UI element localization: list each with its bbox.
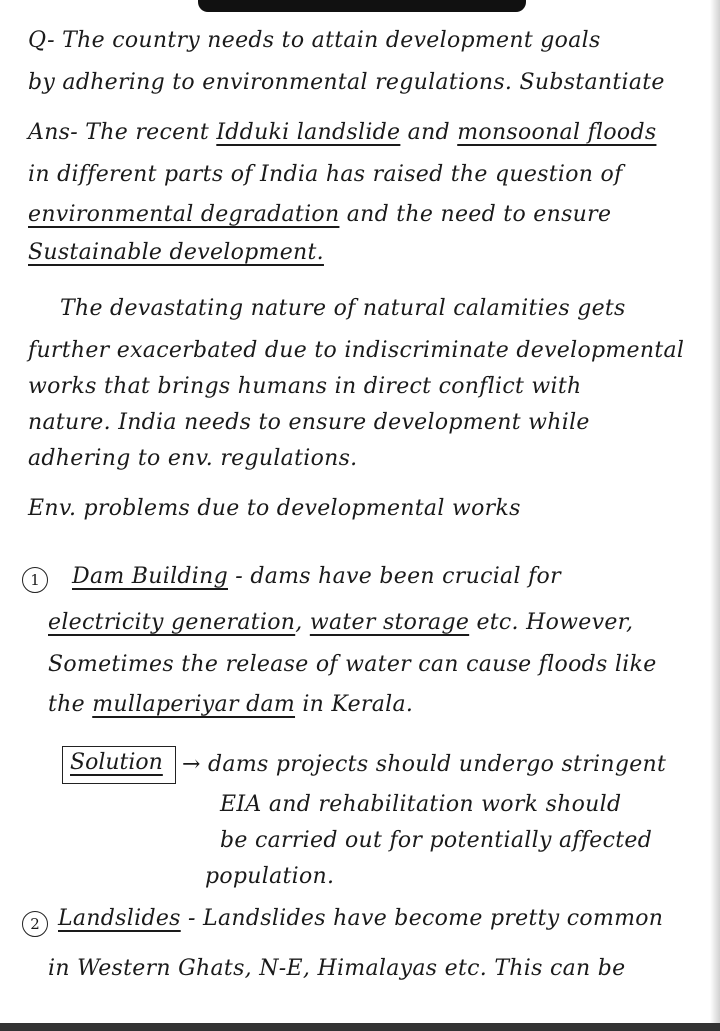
landslides-title: Landslides: [58, 906, 181, 931]
water-storage: water storage: [309, 610, 470, 635]
dam-building-title: Dam Building: [72, 564, 228, 589]
point-1-number: 1: [22, 567, 48, 593]
point-1-line-4-prefix: the: [48, 692, 93, 717]
point-1-line-1-rest: - dams have been crucial for: [228, 564, 561, 589]
solution-line-1: → dams projects should undergo stringent: [182, 752, 667, 777]
sustainable-development: Sustainable development.: [28, 240, 324, 265]
answer-and: and: [400, 120, 458, 145]
para2-line-2: further exacerbated due to indiscriminate developmental: [28, 338, 685, 363]
solution-line-2: EIA and rehabilitation work should: [220, 792, 622, 817]
point-1-line-2-rest: etc. However,: [469, 610, 634, 635]
answer-line-3-rest: and the need to ensure: [339, 202, 612, 227]
page-bottom-edge: [0, 1023, 720, 1031]
monsoonal-floods: monsoonal floods: [457, 120, 657, 145]
answer-line-3: [28, 202, 611, 227]
section-heading: Env. problems due to developmental works: [28, 496, 521, 521]
para2-line-5: adhering to env. regulations.: [28, 446, 358, 471]
answer-line-2: in different parts of India has raised the question of: [28, 162, 623, 187]
point-1-line-1: [72, 564, 561, 589]
clipboard-clip: [198, 0, 526, 12]
point-1-line-4-rest: in Kerala.: [295, 692, 414, 717]
question-line-1: Q- The country needs to attain development goals: [28, 28, 601, 53]
answer-line-1: [28, 120, 656, 145]
point-1-line-2: [48, 610, 633, 635]
para2-line-3: works that brings humans in direct conflict with: [28, 374, 582, 399]
question-line-2: by adhering to environmental regulations. Substantiate: [28, 70, 665, 95]
point-2-line-1: [58, 906, 663, 931]
environmental-degradation: environmental degradation: [28, 202, 340, 227]
answer-prefix: Ans- The recent: [28, 120, 210, 145]
solution-line-3: be carried out for potentially affected: [220, 828, 653, 853]
para2-line-4: nature. India needs to ensure development while: [28, 410, 590, 435]
point-2-line-2: in Western Ghats, N-E, Himalayas etc. This can be: [48, 956, 626, 981]
point-1-sep: ,: [295, 610, 310, 635]
point-1-line-4: [48, 692, 413, 717]
electricity-generation: electricity generation: [48, 610, 296, 635]
page-edge-shadow: [710, 0, 720, 1031]
point-1-line-3: Sometimes the release of water can cause floods like: [48, 652, 657, 677]
para2-line-1: The devastating nature of natural calamities gets: [60, 296, 626, 321]
solution-label: Solution: [70, 750, 163, 775]
point-2-line-1-rest: - Landslides have become pretty common: [180, 906, 664, 931]
idduki-landslide: Idduki landslide: [216, 120, 401, 145]
solution-line-4: population.: [205, 864, 335, 889]
point-2-number: 2: [22, 911, 48, 937]
mullaperiyar-dam: mullaperiyar dam: [92, 692, 296, 717]
